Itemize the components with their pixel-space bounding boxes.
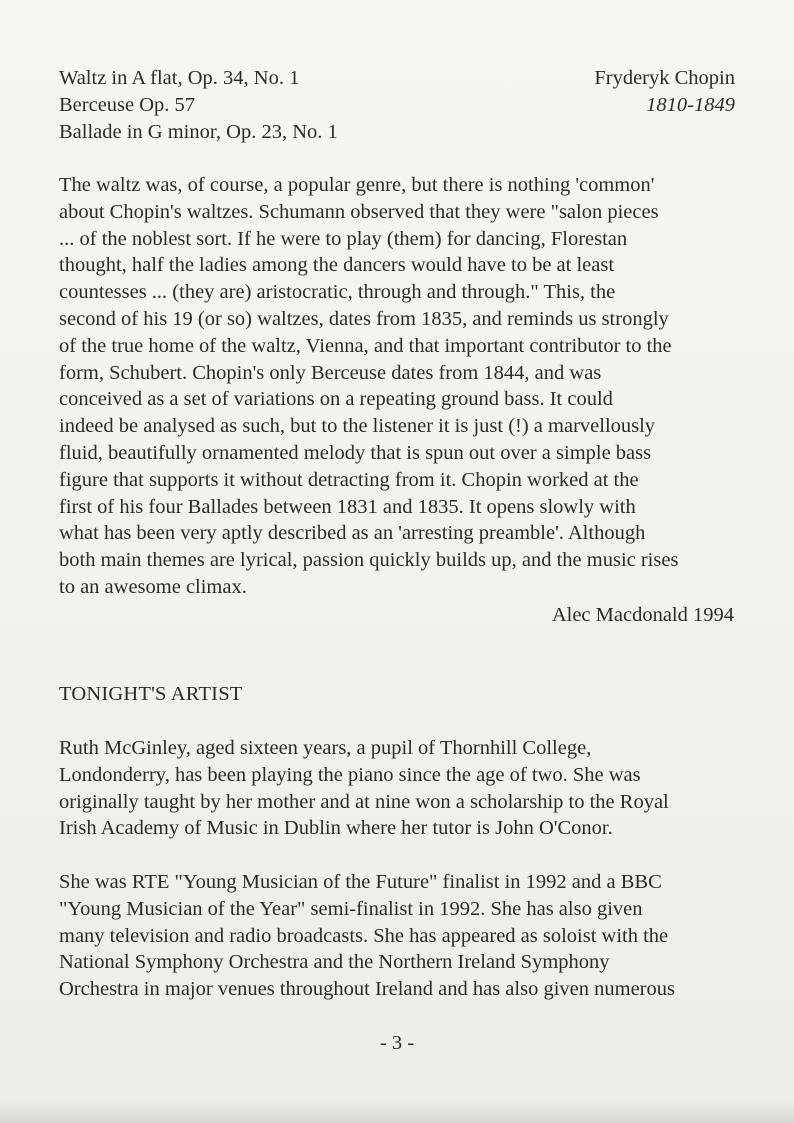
text-line: form, Schubert. Chopin's only Berceuse dates from 1844, and was	[59, 361, 602, 384]
text-line: indeed be analysed as such, but to the listener it is just (!) a marvellously	[59, 415, 656, 438]
work-title: Ballade in G minor, Op. 23, No. 1	[59, 121, 338, 143]
text-line: fluid, beautifully ornamented melody that is spun out over a simple bass	[59, 441, 652, 464]
text-line: She was RTE "Young Musician of the Future" finalist in 1992 and a BBC	[59, 871, 662, 893]
artist-paragraph	[59, 869, 749, 1003]
text-line: many television and radio broadcasts. She has appeared as soloist with the	[59, 924, 669, 947]
composer-name: Fryderyk Chopin	[594, 67, 735, 89]
text-line: second of his 19 (or so) waltzes, dates from 1835, and reminds us strongly	[59, 307, 669, 330]
text-line: countesses ... (they are) aristocratic, through and through." This, the	[59, 281, 616, 304]
text-line: "Young Musician of the Year" semi-finalist in 1992. She has also given	[59, 897, 643, 920]
text-line: both main themes are lyrical, passion quickly builds up, and the music rises	[59, 549, 679, 572]
section-heading: TONIGHT'S ARTIST	[59, 683, 243, 705]
text-line: thought, half the ladies among the dancers would have to be at least	[59, 254, 615, 277]
text-line: what has been very aptly described as an 'arresting preamble'. Although	[59, 522, 646, 545]
page-number: - 3 -	[379, 1032, 415, 1054]
work-title: Berceuse Op. 57	[59, 94, 196, 116]
text-line: to an awesome climax.	[59, 575, 247, 598]
text-line: ... of the noblest sort. If he were to play (them) for dancing, Florestan	[59, 227, 628, 250]
text-line: originally taught by her mother and at nine won a scholarship to the Royal	[59, 790, 669, 813]
text-line: figure that supports it without detracting from it. Chopin worked at the	[59, 468, 639, 491]
text-line: conceived as a set of variations on a repeating ground bass. It could	[59, 388, 613, 411]
artist-paragraph	[59, 735, 749, 842]
work-title: Waltz in A flat, Op. 34, No. 1	[59, 67, 300, 89]
text-line: Irish Academy of Music in Dublin where her tutor is John O'Conor.	[59, 817, 613, 840]
notes-signature: Alec Macdonald 1994	[551, 604, 734, 626]
works-list	[59, 65, 338, 146]
text-line: The waltz was, of course, a popular genre, but there is nothing 'common'	[59, 174, 655, 196]
text-line: first of his four Ballades between 1831 and 1835. It opens slowly with	[59, 495, 636, 518]
composer-block	[594, 65, 735, 119]
page-edge-shadow	[0, 1101, 794, 1123]
text-line: about Chopin's waltzes. Schumann observed that they were "salon pieces	[59, 200, 659, 223]
text-line: of the true home of the waltz, Vienna, and that important contributor to the	[59, 334, 672, 357]
text-line: Londonderry, has been playing the piano since the age of two. She was	[59, 763, 641, 786]
composer-dates: 1810-1849	[646, 94, 735, 116]
programme-notes	[59, 172, 749, 601]
text-line: National Symphony Orchestra and the Northern Ireland Symphony	[59, 951, 610, 974]
text-line: Ruth McGinley, aged sixteen years, a pupil of Thornhill College,	[59, 737, 592, 759]
text-line: Orchestra in major venues throughout Ireland and has also given numerous	[59, 978, 675, 1001]
